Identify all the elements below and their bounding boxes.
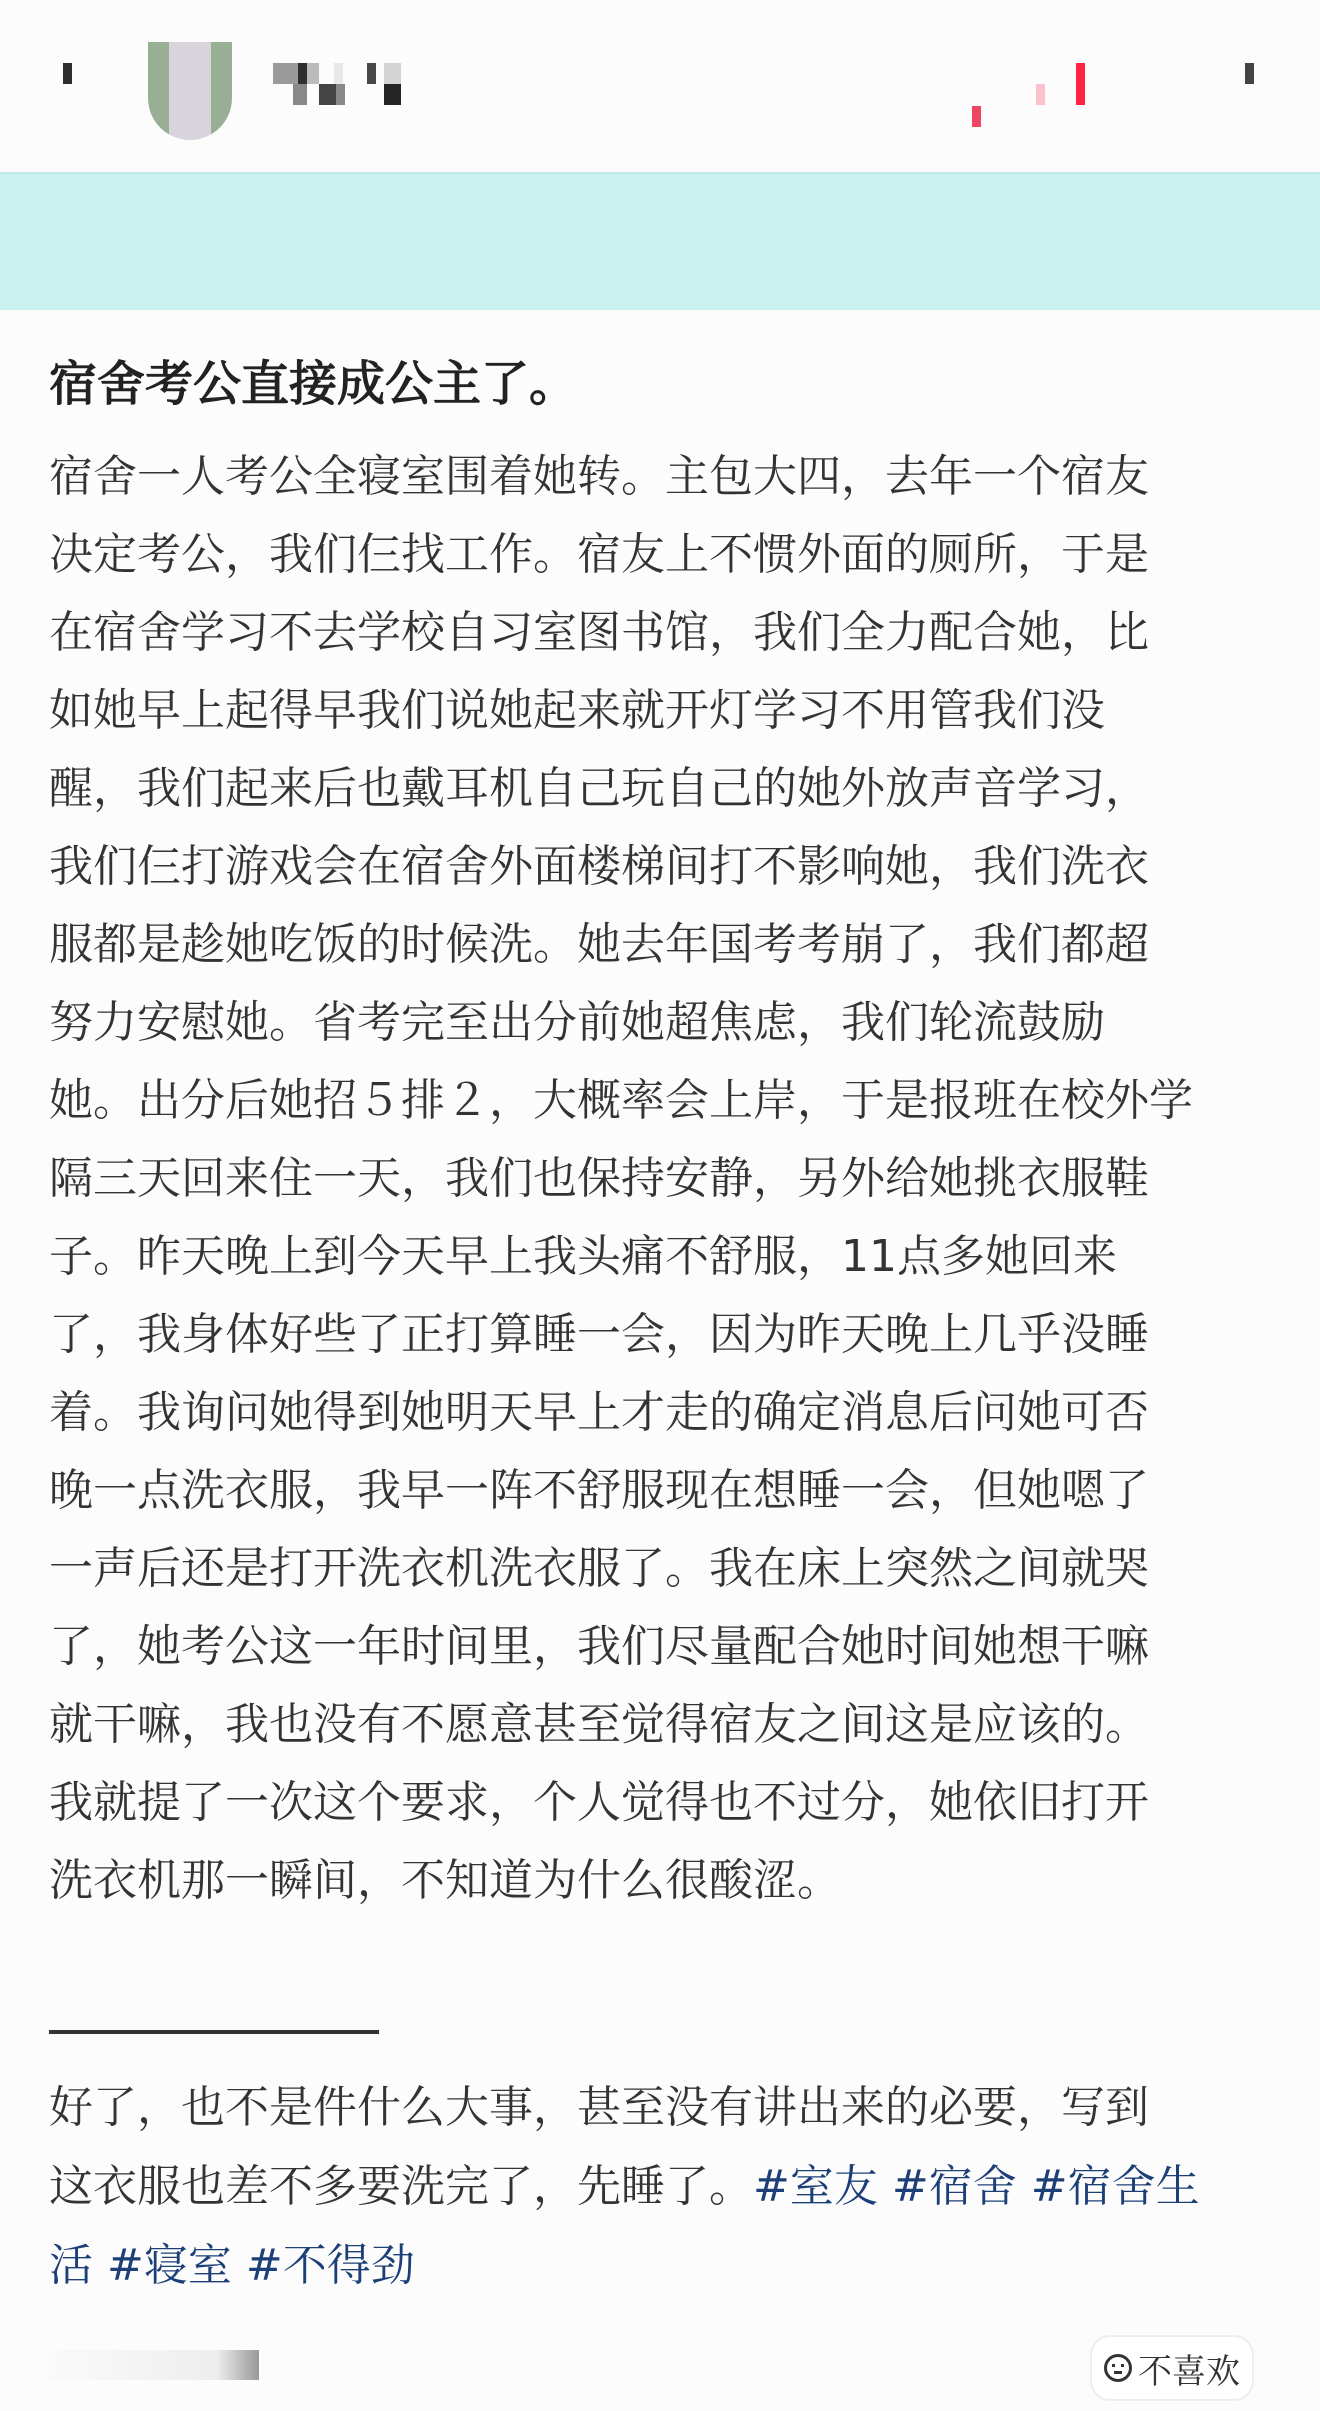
hashtag-bedroom[interactable]: #寝室 bbox=[107, 2240, 232, 2291]
share-icon[interactable] bbox=[1245, 63, 1254, 84]
body-line: 她。出分后她招５排２，大概率会上岸，于是报班在校外学 bbox=[49, 1075, 1193, 1126]
postscript bbox=[49, 2068, 1200, 2305]
post-body bbox=[49, 438, 1193, 1920]
dislike-button[interactable] bbox=[1090, 2335, 1254, 2401]
divider bbox=[49, 2030, 379, 2034]
body-line: 宿舍一人考公全寝室围着她转。主包大四，去年一个宿友 bbox=[49, 451, 1149, 502]
avatar[interactable] bbox=[148, 42, 232, 140]
body-line: 我就提了一次这个要求，个人觉得也不过分，她依旧打开 bbox=[49, 1777, 1149, 1828]
image-banner bbox=[0, 172, 1320, 310]
post-title: 宿舍考公直接成公主了。 bbox=[49, 356, 578, 412]
hashtag-uncomfortable[interactable]: #不得劲 bbox=[245, 2240, 415, 2291]
body-line: 隔三天回来住一天，我们也保持安静，另外给她挑衣服鞋 bbox=[49, 1153, 1149, 1204]
body-line: 子。昨天晚上到今天早上我头痛不舒服，11点多她回来 bbox=[49, 1231, 1117, 1282]
body-line: 着。我询问她得到她明天早上才走的确定消息后问她可否 bbox=[49, 1387, 1149, 1438]
body-line: 努力安慰她。省考完至出分前她超焦虑，我们轮流鼓励 bbox=[49, 997, 1105, 1048]
postscript-line: 好了，也不是件什么大事，甚至没有讲出来的必要，写到 bbox=[49, 2082, 1149, 2133]
hashtag-dorm-life-cont[interactable]: 活 bbox=[49, 2240, 93, 2291]
body-line: 了，她考公这一年时间里，我们尽量配合她时间她想干嘛 bbox=[49, 1621, 1149, 1672]
back-icon[interactable] bbox=[63, 63, 72, 84]
postscript-line: 这衣服也差不多要洗完了，先睡了。 bbox=[49, 2161, 753, 2212]
body-line: 决定考公，我们仨找工作。宿友上不惯外面的厕所，于是 bbox=[49, 529, 1149, 580]
date-blurred bbox=[49, 2350, 259, 2380]
top-bar bbox=[0, 0, 1320, 172]
body-line: 了，我身体好些了正打算睡一会，因为昨天晚上几乎没睡 bbox=[49, 1309, 1149, 1360]
hashtag-dorm[interactable]: #宿舍 bbox=[891, 2161, 1017, 2212]
body-line: 我们仨打游戏会在宿舍外面楼梯间打不影响她，我们洗衣 bbox=[49, 841, 1149, 892]
neutral-face-icon bbox=[1104, 2354, 1132, 2382]
body-line: 醒，我们起来后也戴耳机自己玩自己的她外放声音学习， bbox=[49, 763, 1149, 814]
body-line: 如她早上起得早我们说她起来就开灯学习不用管我们没 bbox=[49, 685, 1105, 736]
body-line: 晚一点洗衣服，我早一阵不舒服现在想睡一会，但她嗯了 bbox=[49, 1465, 1149, 1516]
hashtag-roommate[interactable]: #室友 bbox=[753, 2161, 878, 2212]
body-line: 服都是趁她吃饭的时候洗。她去年国考考崩了，我们都超 bbox=[49, 919, 1149, 970]
dislike-label: 不喜欢 bbox=[1138, 2351, 1240, 2392]
body-line: 就干嘛，我也没有不愿意甚至觉得宿友之间这是应该的。 bbox=[49, 1699, 1149, 1750]
body-line: 一声后还是打开洗衣机洗衣服了。我在床上突然之间就哭 bbox=[49, 1543, 1149, 1594]
body-line: 洗衣机那一瞬间，不知道为什么很酸涩。 bbox=[49, 1855, 841, 1906]
body-line: 在宿舍学习不去学校自习室图书馆，我们全力配合她，比 bbox=[49, 607, 1149, 658]
hashtag-dorm-life[interactable]: #宿舍生 bbox=[1030, 2161, 1200, 2212]
